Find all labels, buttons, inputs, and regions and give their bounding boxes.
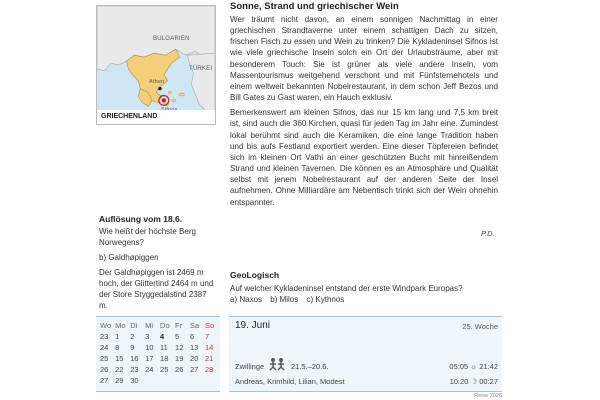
calendar-cell: 25 [160,365,169,374]
calendar-cell: 16 [130,354,139,363]
greece-map [96,5,216,125]
option-c: c) Kythnos [306,295,345,304]
calendar-cell: 23 [130,365,139,374]
calendar-header: Fr [175,321,183,330]
article-title: Sonne, Strand und griechischer Wein [230,1,399,12]
calendar-cell: 27 [189,365,199,374]
map-country-label: GRIECHENLAND [97,110,215,124]
calendar-cell: 28 [204,365,214,374]
calendar-cell: 7 [204,332,210,341]
calendar-cell: 24 [145,365,154,374]
calendar-header: Sa [189,321,200,330]
geologisch-heading: GeoLogisch [230,270,280,280]
calendar-cell: 26 [175,365,184,374]
calendar-cell: 9 [130,343,135,352]
calendar-table [100,320,220,386]
calendar-cell: 10 [145,343,154,352]
article-paragraph-1: Wer träumt nicht davon, an einem sonnigen Nachmittag in einer griechischen Strandtaverne unter einem schattigen Dach zu sitzen, frischen Fisch zu essen und Wein zu trinken? Die Kykladeninsel Sifnos ist wie viele griechische Inseln solch ein Ort der Urlaubsträume, aber mit besonderem Touch: Sie ist grüner als viele andere Inseln, vom Massentourismus weitgehend verschont und mit Fünfsternehotels und einem weltweit bekannten Nobelrestaurant, in dem schon Jeff Bezos und Bill Gates zu Gast waren, ein Hauch exklusiv. [230,15,498,103]
article-signature: P.D. [481,229,495,238]
calendar-cell: 11 [160,343,168,352]
gemini-icon [267,357,287,371]
calendar-cell: 19 [175,354,184,363]
calendar-cell: 12 [175,343,184,352]
calendar-cell: 25 [100,354,109,363]
calendar-cell: 18 [160,354,169,363]
solution-answer: b) Galdhøpiggen [99,253,159,262]
solution-question: Wie heißt der höchste Berg Norwegens? [99,227,196,247]
calendar-cell: 21 [204,354,214,363]
calendar-cell [145,375,160,386]
greece-map-graphic [97,6,215,124]
calendar-header: Wo [100,321,112,330]
option-a: a) Naxos [230,295,263,304]
calendar-header: Mo [115,321,126,330]
calendar-cell: 23 [100,332,109,341]
calendar-cell [190,375,205,386]
map-label-athens: Athen [149,79,165,85]
geologisch-question: Auf welcher Kykladeninsel entstand der erste Windpark Europas? [230,284,463,293]
calendar-header: Do [160,321,170,330]
calendar-header: Mi [145,321,154,330]
calendar-cell: 17 [145,354,154,363]
day-week: 25. Woche [462,322,498,331]
calendar-header: So [204,321,215,330]
calendar-cell: 15 [115,354,124,363]
calendar-cell [205,375,220,386]
article-body [230,14,498,212]
calendar-cell: 13 [189,343,199,352]
month-calendar [96,316,220,392]
footer-label: Reise 2026 [474,393,502,399]
calendar-cell: 29 [115,376,124,385]
calendar-header-row [100,320,220,331]
calendar-cell: 30 [130,376,139,385]
zodiac-range: 21.5.–20.6. [291,362,329,371]
calendar-cell: 27 [100,376,109,385]
calendar-cell: 20 [189,354,199,363]
day-panel [229,316,502,392]
calendar-cell: 26 [100,365,109,374]
calendar-cell: 6 [189,332,195,341]
solution-explanation: Der Galdhøpiggen ist 2469 m hoch, der Glittertind 2464 m und der Store Styggedalstind 2387 m. [99,268,214,310]
sun-times: 05:05 ☼ 21:42 [449,362,498,371]
geologisch-options [230,294,500,305]
calendar-cell: 24 [100,343,109,352]
calendar-cell: 1 [115,332,120,341]
calendar-week-row [100,364,220,375]
geologisch-box [230,270,500,305]
calendar-cell: 22 [115,365,124,374]
calendar-cell: 3 [145,332,150,341]
calendar-week-row [100,353,220,364]
article-paragraph-2: Bemerkenswert am kleinen Sifnos, das nur 15 km lang und 7,5 km breit ist, sind auch die 360 Kirchen, quasi für jeden Tag im Jahr eine. Zumindest lokal berühmt sind auch die Keramiken, die eine lange Tradition haben und bis aufs Festland exportiert werden. Eine dieser Töpfereien befindet sich im kleinen Ort Vathi an einer geschützten Bucht mit hinreißendem Strand und kleinen Tavernen. Die können es an Atmosphäre und Qualität selbst mit jenem Nobelrestaurant auf der anderen Seite der Insel aufnehmen. Ohne Milliardäre am Nebentisch trinkt sich der Wein ohnehin entspannter. [230,108,498,207]
calendar-cell: 8 [115,343,120,352]
calendar-week-row [100,331,220,342]
map-label-bulgaria: BULGARIEN [153,36,190,42]
name-days: Andreas, Krimhild, Lilian, Modest [235,377,345,386]
calendar-cell: 14 [204,343,214,352]
calendar-cell [175,375,190,386]
zodiac-label: Zwillinge [235,362,265,371]
calendar-header: Di [130,321,138,330]
calendar-cell: 5 [175,332,180,341]
day-date: 19. Juni [235,320,271,331]
moon-times: 10:20 ☽ 00:27 [449,377,498,386]
calendar-week-row [100,342,220,353]
calendar-week-row [100,375,220,386]
option-b: b) Milos [270,295,299,304]
calendar-cell: 4 [160,332,165,341]
solution-box [99,214,217,315]
calendar-cell: 2 [130,332,135,341]
solution-heading: Auflösung vom 18.6. [99,214,183,224]
map-label-turkey: TÜRKEI [189,66,213,72]
calendar-cell [160,375,175,386]
